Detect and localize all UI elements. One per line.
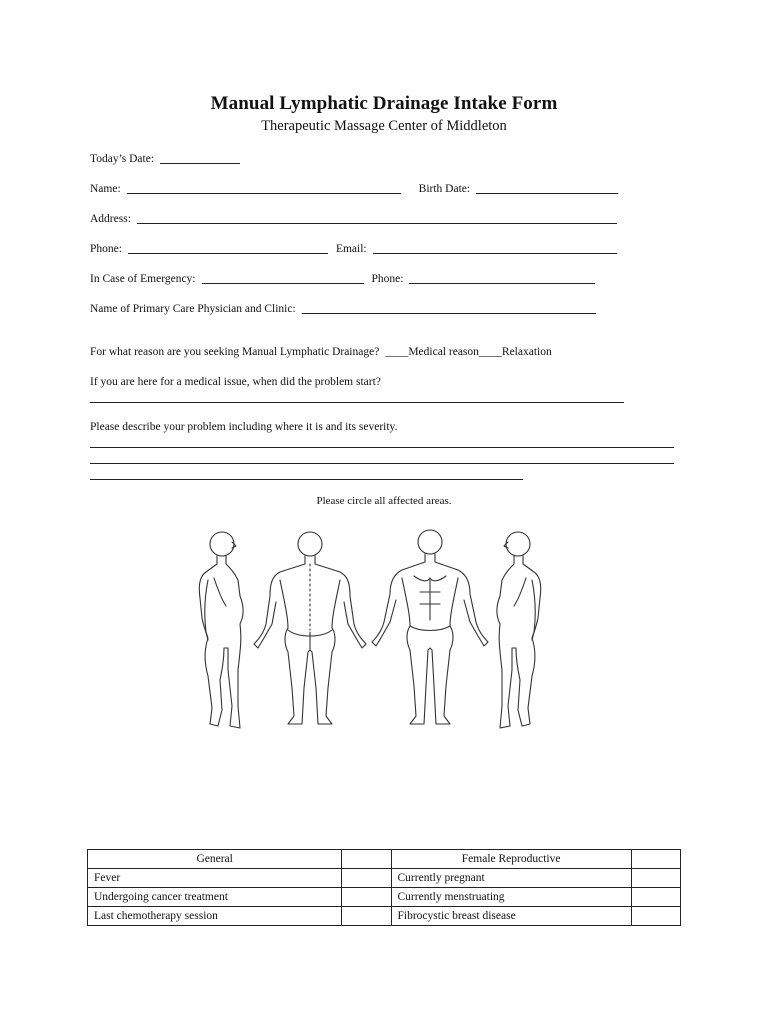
form-subtitle: Therapeutic Massage Center of Middleton [261, 118, 507, 134]
describe-problem-question: Please describe your problem including where it is and its severity. [90, 421, 398, 433]
emergency-label: In Case of Emergency: [90, 273, 196, 285]
check-cell[interactable] [631, 907, 680, 926]
emergency-phone-label: Phone: [371, 273, 404, 285]
physician-field[interactable] [302, 302, 596, 314]
describe-answer-line-3[interactable] [90, 479, 523, 480]
phone-row [90, 242, 621, 255]
reason-question: For what reason are you seeking Manual Lymphatic Drainage? [90, 346, 380, 358]
relaxation-option: Relaxation [501, 346, 552, 358]
check-cell[interactable] [631, 869, 680, 888]
form-title: Manual Lymphatic Drainage Intake Form [210, 93, 558, 114]
general-check-header [342, 850, 391, 869]
body-figure-side-left [497, 532, 541, 728]
address-label: Address: [90, 213, 131, 225]
problem-start-row [90, 376, 381, 388]
birth-date-label: Birth Date: [418, 183, 471, 195]
name-field[interactable] [127, 182, 401, 194]
table-header-row [88, 850, 681, 869]
describe-problem-row [90, 421, 397, 433]
condition-cell: Currently pregnant [391, 869, 631, 888]
body-diagram[interactable] [140, 520, 600, 742]
physician-row [90, 302, 600, 315]
check-cell[interactable] [631, 888, 680, 907]
body-figure-front [372, 530, 488, 724]
body-figure-back [254, 532, 366, 724]
phone-field[interactable] [128, 242, 328, 254]
reason-row [90, 346, 552, 358]
email-label: Email: [335, 243, 367, 255]
physician-label: Name of Primary Care Physician and Clinic: [90, 303, 296, 315]
problem-start-question: If you are here for a medical issue, when did the problem start? [90, 376, 381, 388]
conditions-table [87, 849, 681, 926]
address-row [90, 212, 621, 225]
problem-start-answer-line[interactable] [90, 402, 624, 403]
medical-reason-option: Medical reason [408, 346, 479, 358]
table-row [88, 888, 681, 907]
check-cell[interactable] [342, 888, 391, 907]
table-row [88, 907, 681, 926]
address-field[interactable] [137, 212, 617, 224]
condition-cell: Undergoing cancer treatment [88, 888, 342, 907]
emergency-phone-field[interactable] [409, 272, 595, 284]
name-label: Name: [90, 183, 121, 195]
condition-cell: Fever [88, 869, 342, 888]
todays-date-label: Today’s Date: [90, 153, 155, 165]
phone-label: Phone: [90, 243, 122, 255]
medical-reason-blank[interactable]: ____ [385, 346, 409, 358]
email-field[interactable] [373, 242, 617, 254]
birth-date-field[interactable] [476, 182, 618, 194]
check-cell[interactable] [342, 907, 391, 926]
female-check-header [631, 850, 680, 869]
todays-date-field[interactable] [160, 152, 240, 164]
condition-cell: Currently menstruating [391, 888, 631, 907]
condition-cell: Fibrocystic breast disease [391, 907, 631, 926]
emergency-contact-field[interactable] [202, 272, 364, 284]
condition-cell: Last chemotherapy session [88, 907, 342, 926]
female-reproductive-header: Female Reproductive [391, 850, 631, 869]
emergency-row [90, 272, 599, 285]
check-cell[interactable] [342, 869, 391, 888]
describe-answer-line-2[interactable] [90, 463, 674, 464]
describe-answer-line-1[interactable] [90, 447, 674, 448]
body-chart-caption: Please circle all affected areas. [316, 495, 452, 507]
table-row [88, 869, 681, 888]
name-row [90, 182, 622, 195]
relaxation-blank[interactable]: ____ [478, 346, 502, 358]
todays-date-row [90, 152, 244, 165]
body-figure-side-right [199, 532, 243, 728]
general-header: General [88, 850, 342, 869]
